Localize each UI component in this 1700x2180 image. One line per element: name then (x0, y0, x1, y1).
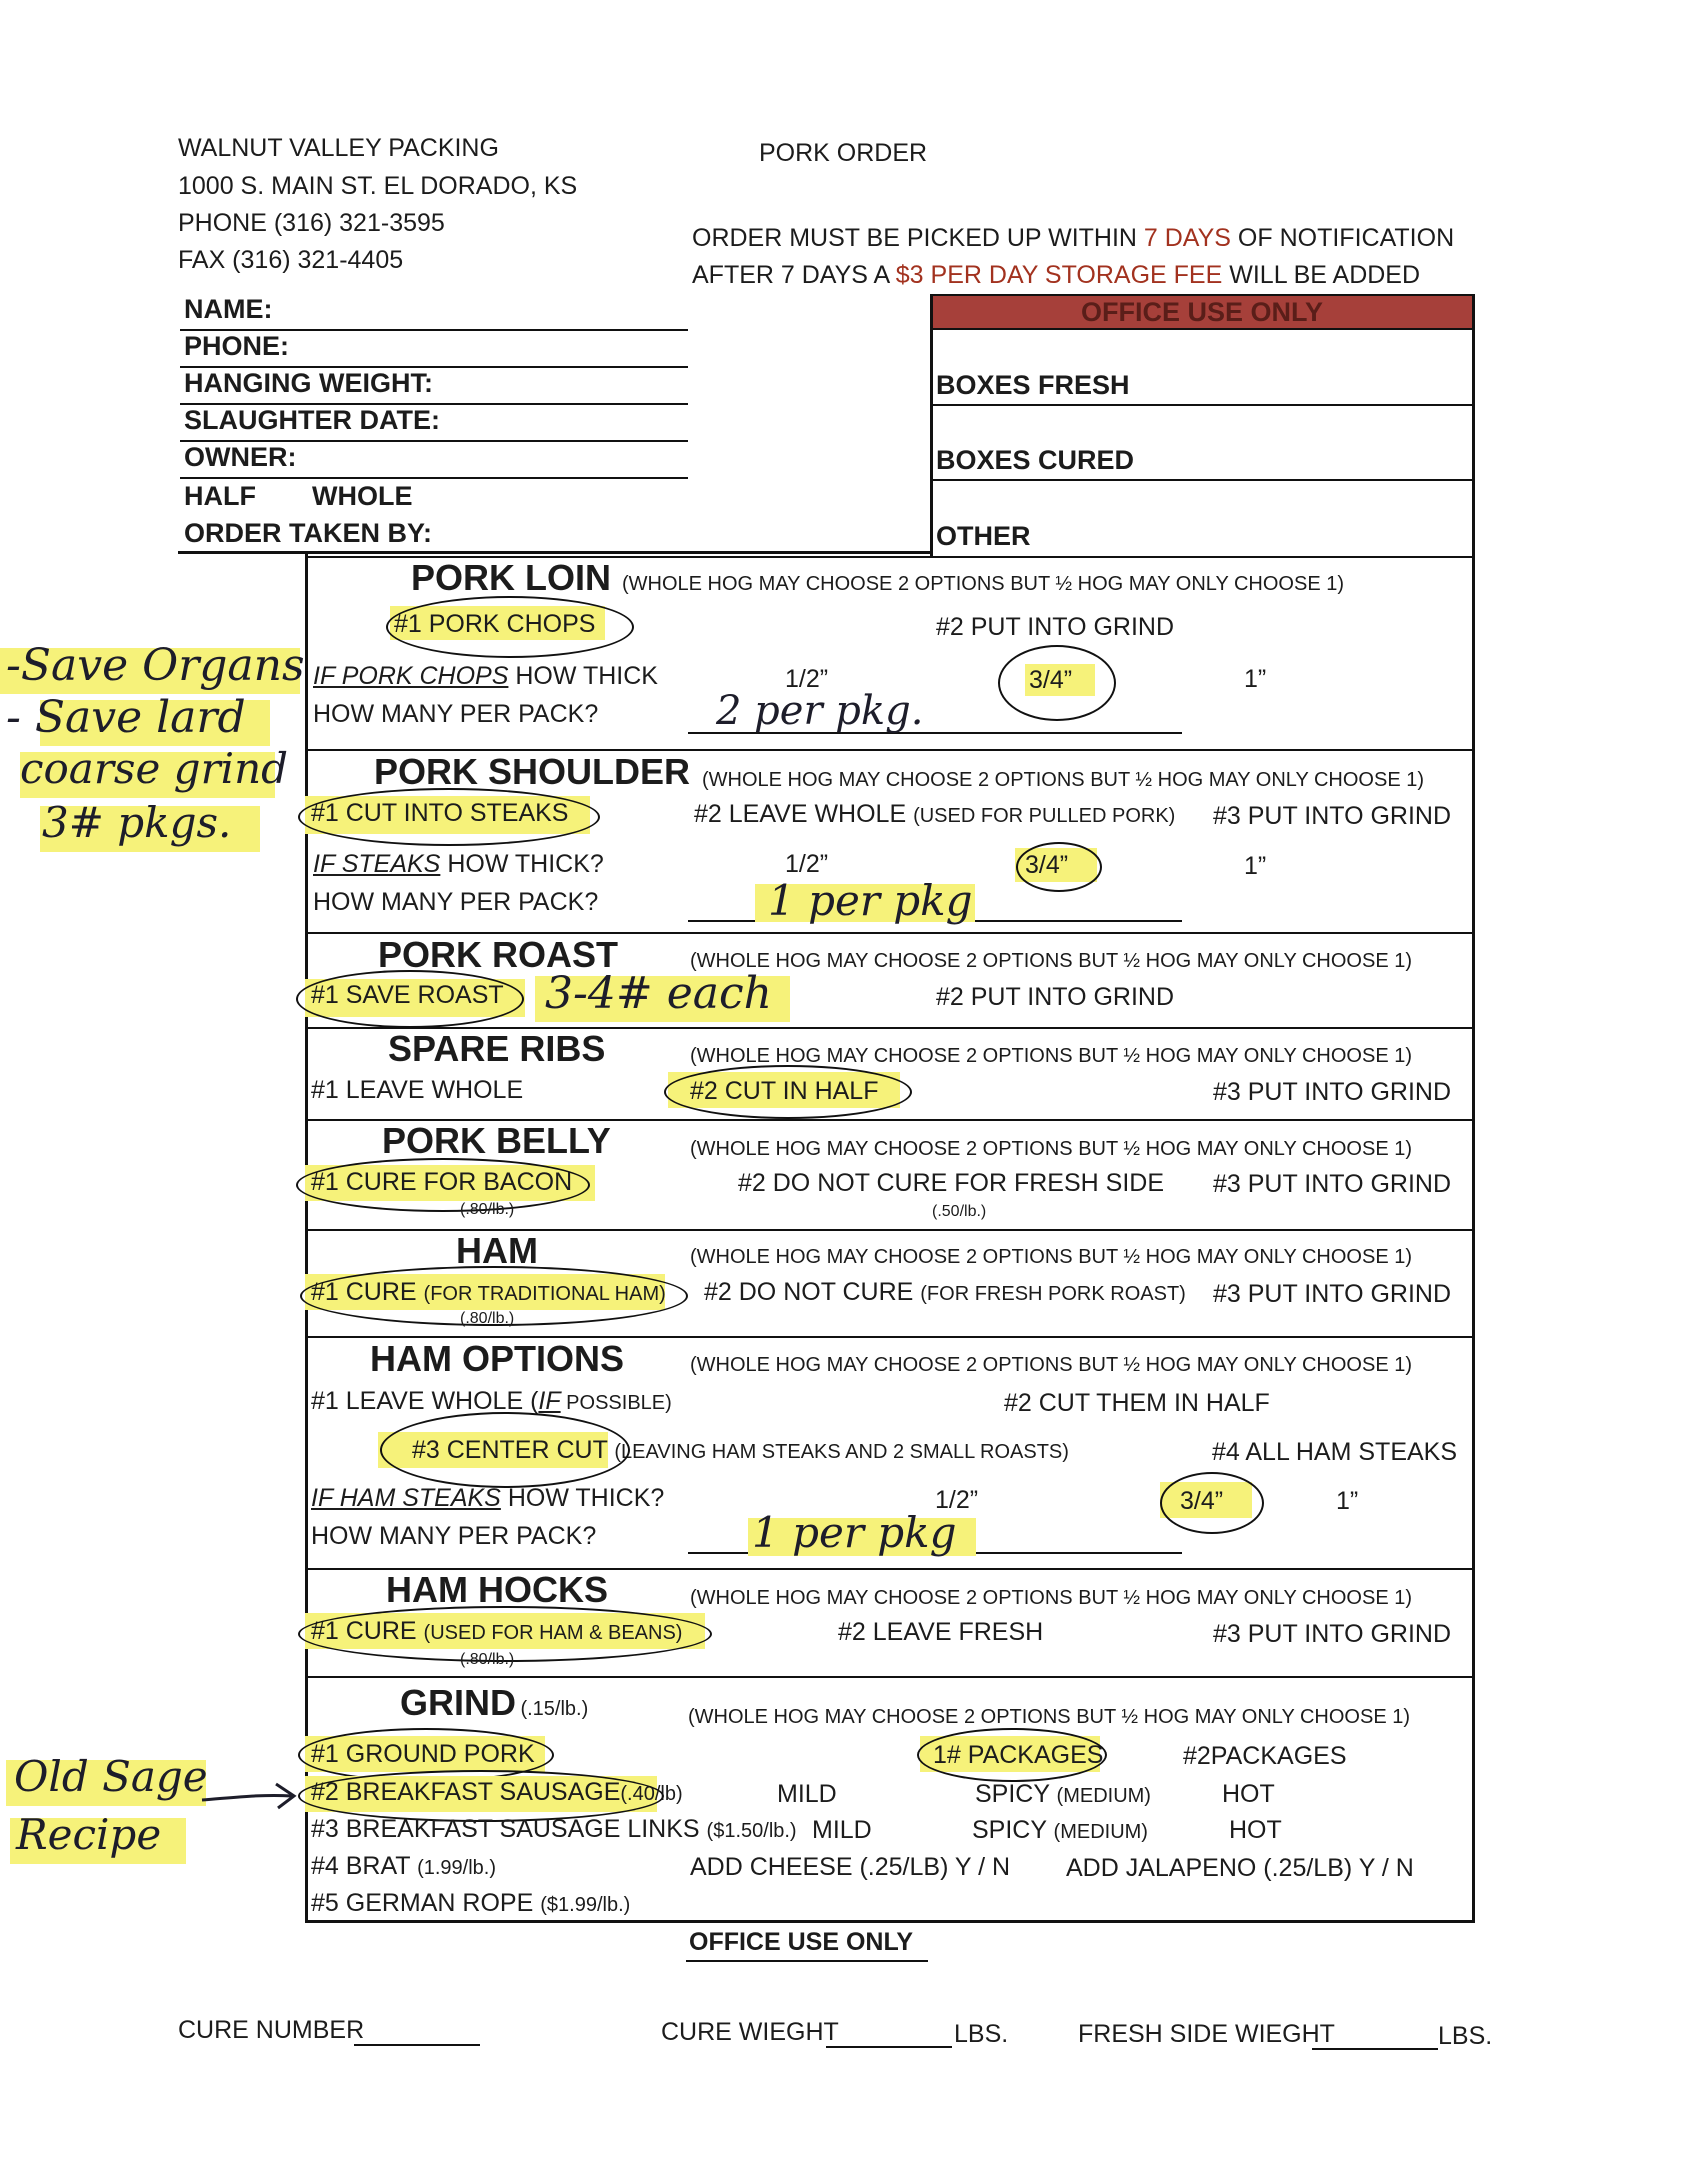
grind-add-jalapeno[interactable]: ADD JALAPENO (.25/LB) Y / N (1066, 1854, 1414, 1882)
pork-belly-opt2[interactable]: #2 DO NOT CURE FOR FRESH SIDE (738, 1169, 1164, 1197)
grind-opt2-mild[interactable]: MILD (777, 1780, 837, 1808)
field-owner: OWNER: (184, 442, 297, 472)
grind-opt3-hot[interactable]: HOT (1229, 1816, 1282, 1844)
pork-shoulder-thick-1[interactable]: 1” (1244, 852, 1267, 880)
field-name: NAME: (184, 294, 273, 324)
pork-belly-opt1[interactable]: #1 CURE FOR BACON (311, 1168, 573, 1196)
ham-hocks-price1: (.80/lb.) (460, 1651, 515, 1668)
handwritten-pkgs: 3# pkgs. (42, 798, 232, 847)
footer-cure-weight: CURE WIEGHT (661, 2018, 839, 2046)
handwritten-ham-per-pack: 1 per pkg (752, 1508, 957, 1557)
circle-1-packages (917, 1728, 1107, 1782)
grind-opt3-spicy[interactable]: SPICY (MEDIUM) (972, 1816, 1148, 1844)
handwritten-shoulder-per-pack: 1 per pkg (768, 876, 973, 925)
grind-packages-2[interactable]: #2PACKAGES (1183, 1742, 1347, 1770)
field-order-taken-by: ORDER TAKEN BY: (184, 518, 432, 548)
pork-shoulder-opt1[interactable]: #1 CUT INTO STEAKS (311, 799, 569, 827)
footer-cure-weight-lbs: LBS. (954, 2020, 1009, 2048)
pork-loin-thick-1[interactable]: 1” (1244, 665, 1267, 693)
pork-loin-note: (WHOLE HOG MAY CHOOSE 2 OPTIONS BUT ½ HOG MAY ONLY CHOOSE 1) (622, 573, 1344, 595)
field-phone: PHONE: (184, 331, 290, 361)
grind-add-cheese[interactable]: ADD CHEESE (.25/LB) Y / N (690, 1853, 1011, 1881)
pork-belly-note: (WHOLE HOG MAY CHOOSE 2 OPTIONS BUT ½ HOG MAY ONLY CHOOSE 1) (690, 1138, 1412, 1160)
pork-loin-thick-3-4[interactable]: 3/4” (1029, 666, 1073, 694)
ham-hocks-note: (WHOLE HOG MAY CHOOSE 2 OPTIONS BUT ½ HOG MAY ONLY CHOOSE 1) (690, 1587, 1412, 1609)
pork-loin-opt2[interactable]: #2 PUT INTO GRIND (936, 613, 1175, 641)
spare-ribs-opt3[interactable]: #3 PUT INTO GRIND (1213, 1078, 1452, 1106)
pork-shoulder-thick-3-4[interactable]: 3/4” (1025, 851, 1069, 879)
company-address: 1000 S. MAIN ST. EL DORADO, KS (178, 172, 578, 200)
office-header: OFFICE USE ONLY (930, 294, 1474, 330)
pork-roast-opt1[interactable]: #1 SAVE ROAST (311, 981, 504, 1009)
field-half: HALF (184, 481, 256, 511)
footer-fresh-side-lbs: LBS. (1438, 2022, 1493, 2050)
footer-cure-number: CURE NUMBER (178, 2016, 365, 2044)
handwritten-recipe: Recipe (16, 1810, 162, 1859)
pork-belly-price1: (.80/lb.) (460, 1201, 515, 1218)
pork-shoulder-opt3[interactable]: #3 PUT INTO GRIND (1213, 802, 1452, 830)
grind-opt2-hot[interactable]: HOT (1222, 1780, 1275, 1808)
pork-roast-note: (WHOLE HOG MAY CHOOSE 2 OPTIONS BUT ½ HOG MAY ONLY CHOOSE 1) (690, 950, 1412, 972)
circle-save-roast (296, 970, 524, 1028)
footer-fresh-side-weight: FRESH SIDE WIEGHT (1078, 2020, 1335, 2048)
section-pork-shoulder-title: PORK SHOULDER (374, 751, 691, 792)
ham-options-opt1[interactable]: #1 LEAVE WHOLE (IF POSSIBLE) (311, 1387, 672, 1415)
grind-opt3[interactable]: #3 BREAKFAST SAUSAGE LINKS ($1.50/lb.) (311, 1815, 797, 1843)
pork-belly-opt3[interactable]: #3 PUT INTO GRIND (1213, 1170, 1452, 1198)
circle-cut-in-half (664, 1065, 912, 1119)
spare-ribs-opt2[interactable]: #2 CUT IN HALF (690, 1077, 879, 1105)
grind-note: (WHOLE HOG MAY CHOOSE 2 OPTIONS BUT ½ HOG MAY ONLY CHOOSE 1) (688, 1706, 1410, 1728)
circle-center-cut (380, 1412, 630, 1488)
pork-shoulder-opt2[interactable]: #2 LEAVE WHOLE (USED FOR PULLED PORK) (694, 800, 1176, 828)
field-slaughter-date: SLAUGHTER DATE: (184, 405, 440, 435)
pork-shoulder-thick-half[interactable]: 1/2” (785, 850, 829, 878)
footer-office-use: OFFICE USE ONLY (689, 1928, 914, 1956)
circle-ham-3-4 (1160, 1472, 1264, 1534)
pork-loin-per-pack: HOW MANY PER PACK? (313, 700, 599, 728)
ham-hocks-opt2[interactable]: #2 LEAVE FRESH (838, 1618, 1044, 1646)
ham-options-per-pack: HOW MANY PER PACK? (311, 1522, 597, 1550)
section-ham-title: HAM (456, 1230, 538, 1271)
grind-opt4[interactable]: #4 BRAT (1.99/lb.) (311, 1852, 497, 1880)
handwritten-coarse-grind: coarse grind (20, 744, 289, 793)
section-pork-loin-title: PORK LOIN (411, 557, 612, 598)
pork-shoulder-note: (WHOLE HOG MAY CHOOSE 2 OPTIONS BUT ½ HOG MAY ONLY CHOOSE 1) (702, 769, 1424, 791)
circle-cut-into-steaks (298, 788, 600, 846)
ham-opt3[interactable]: #3 PUT INTO GRIND (1213, 1280, 1452, 1308)
grind-opt2[interactable]: #2 BREAKFAST SAUSAGE(.40/lb) (311, 1778, 683, 1806)
handwritten-save-lard: - Save lard (6, 692, 246, 743)
office-boxes-cured: BOXES CURED (936, 445, 1135, 475)
pork-loin-thick-half[interactable]: 1/2” (785, 665, 829, 693)
circle-cure-for-bacon (296, 1158, 590, 1212)
company-name: WALNUT VALLEY PACKING (178, 134, 499, 162)
ham-note: (WHOLE HOG MAY CHOOSE 2 OPTIONS BUT ½ HOG MAY ONLY CHOOSE 1) (690, 1246, 1412, 1268)
arrow-icon (200, 1778, 300, 1818)
ham-options-opt4[interactable]: #4 ALL HAM STEAKS (1212, 1438, 1458, 1466)
section-ham-options-title: HAM OPTIONS (370, 1338, 625, 1379)
ham-options-if: IF HAM STEAKS HOW THICK? (311, 1484, 665, 1512)
grind-opt2-spicy[interactable]: SPICY (MEDIUM) (975, 1780, 1151, 1808)
ham-options-thick-3-4[interactable]: 3/4” (1180, 1487, 1224, 1515)
ham-options-thick-half[interactable]: 1/2” (935, 1486, 979, 1514)
field-hanging-weight: HANGING WEIGHT: (184, 368, 433, 398)
company-phone: PHONE (316) 321-3595 (178, 209, 445, 237)
ham-price1: (.80/lb.) (460, 1310, 515, 1327)
pork-loin-if: IF PORK CHOPS HOW THICK (313, 662, 658, 690)
ham-options-opt2[interactable]: #2 CUT THEM IN HALF (1004, 1389, 1270, 1417)
section-grind-title: GRIND (.15/lb.) (400, 1682, 589, 1723)
grind-opt5[interactable]: #5 GERMAN ROPE ($1.99/lb.) (311, 1889, 631, 1917)
ham-opt2[interactable]: #2 DO NOT CURE (FOR FRESH PORK ROAST) (704, 1278, 1186, 1306)
handwritten-roast-each: 3-4# each (545, 968, 772, 1019)
field-whole: WHOLE (312, 481, 413, 511)
company-fax: FAX (316) 321-4405 (178, 246, 404, 274)
circle-shoulder-3-4 (1016, 842, 1102, 892)
notice-line-1: ORDER MUST BE PICKED UP WITHIN 7 DAYS OF NOTIFICATION (692, 224, 1455, 252)
pork-roast-opt2[interactable]: #2 PUT INTO GRIND (936, 983, 1175, 1011)
section-ham-hocks-title: HAM HOCKS (386, 1569, 608, 1610)
pork-shoulder-per-pack: HOW MANY PER PACK? (313, 888, 599, 916)
ham-hocks-opt1[interactable]: #1 CURE (USED FOR HAM & BEANS) (311, 1617, 683, 1645)
handwritten-save-organs: -Save Organs (6, 640, 305, 691)
spare-ribs-opt1[interactable]: #1 LEAVE WHOLE (311, 1076, 524, 1104)
section-pork-roast-title: PORK ROAST (378, 934, 619, 975)
grind-packages-1[interactable]: 1# PACKAGES (933, 1741, 1104, 1769)
circle-loin-3-4 (998, 645, 1116, 721)
grind-opt3-mild[interactable]: MILD (812, 1816, 872, 1844)
handwritten-old-sage: Old Sage (14, 1752, 208, 1801)
spare-ribs-note: (WHOLE HOG MAY CHOOSE 2 OPTIONS BUT ½ HOG MAY ONLY CHOOSE 1) (690, 1045, 1412, 1067)
ham-options-opt3[interactable]: #3 CENTER CUT (LEAVING HAM STEAKS AND 2 SMALL ROASTS) (412, 1436, 1069, 1464)
office-other: OTHER (936, 521, 1031, 551)
page-title: PORK ORDER (759, 139, 928, 167)
handwritten-loin-per-pack: 2 per pkg. (716, 688, 924, 734)
pork-shoulder-if: IF STEAKS HOW THICK? (313, 850, 604, 878)
ham-opt1[interactable]: #1 CURE (FOR TRADITIONAL HAM) (311, 1278, 666, 1306)
office-boxes-fresh: BOXES FRESH (936, 370, 1130, 400)
notice-line-2: AFTER 7 DAYS A $3 PER DAY STORAGE FEE WILL BE ADDED (692, 261, 1421, 289)
section-pork-belly-title: PORK BELLY (382, 1120, 611, 1161)
pork-belly-price2: (.50/lb.) (932, 1203, 987, 1220)
ham-hocks-opt3[interactable]: #3 PUT INTO GRIND (1213, 1620, 1452, 1648)
ham-options-thick-1[interactable]: 1” (1336, 1487, 1359, 1515)
pork-loin-opt1[interactable]: #1 PORK CHOPS (394, 610, 596, 638)
grind-opt1[interactable]: #1 GROUND PORK (311, 1740, 535, 1768)
section-spare-ribs-title: SPARE RIBS (388, 1028, 606, 1069)
circle-pork-chops (386, 596, 634, 658)
ham-options-note: (WHOLE HOG MAY CHOOSE 2 OPTIONS BUT ½ HOG MAY ONLY CHOOSE 1) (690, 1354, 1412, 1376)
